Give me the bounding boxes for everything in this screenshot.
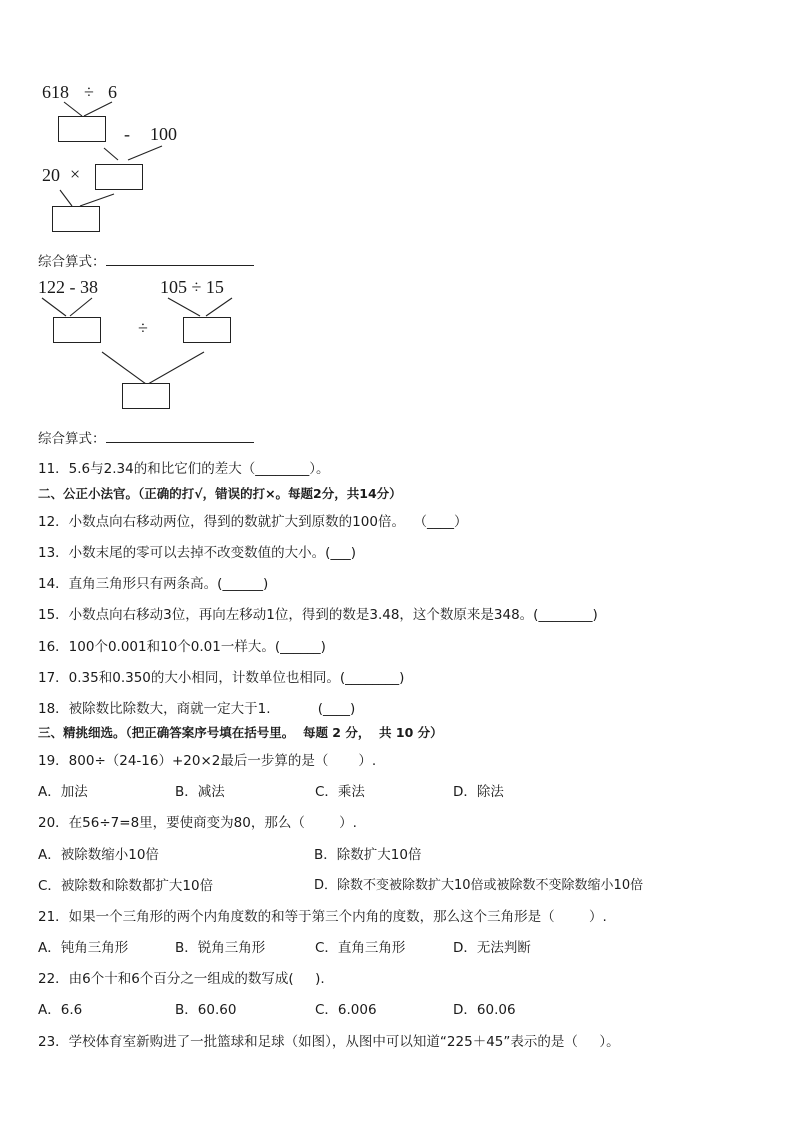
question-20: 20．在56÷7=8里，要使商变为80，那么（ ）. (38, 815, 357, 831)
formula-label: 综合算式： (38, 254, 106, 270)
question-23: 23．学校体育室新购进了一批篮球和足球（如图），从图中可以知道“225＋45”表示的是（ ）。 (38, 1034, 620, 1050)
formula-blank-1[interactable] (106, 253, 254, 266)
q20-option-c[interactable]: C．被除数和除数都扩大10倍 (38, 878, 214, 894)
q19-option-c[interactable]: C．乘法 (315, 784, 365, 800)
q21-option-a[interactable]: A．钝角三角形 (38, 940, 129, 956)
question-18: 18．被除数比除数大，商就一定大于1. (____) (38, 701, 356, 717)
question-12: 12．小数点向右移动两位，得到的数就扩大到原数的100倍。 （____） (38, 514, 468, 530)
q21-option-d[interactable]: D．无法判断 (453, 940, 531, 956)
number-6: 6 (108, 82, 117, 102)
minus-sign: - (124, 124, 130, 144)
section-2-heading: 二、公正小法官。（正确的打√，错误的打×。每题2分，共14分） (38, 486, 402, 501)
question-14: 14．直角三角形只有两条高。(______) (38, 576, 269, 592)
question-17: 17．0.35和0.350的大小相同，计数单位也相同。(________) (38, 670, 405, 686)
number-618: 618 (42, 82, 69, 102)
answer-box-6[interactable] (122, 383, 170, 409)
section-3-heading: 三、精挑细选。（把正确答案序号填在括号里。 每题 2 分， 共 10 分） (38, 725, 443, 740)
expr-105-div-15: 105 ÷ 15 (160, 277, 224, 297)
question-13: 13．小数末尾的零可以去掉不改变数值的大小。(___) (38, 545, 356, 561)
q21-option-c[interactable]: C．直角三角形 (315, 940, 406, 956)
q22-option-a[interactable]: A．6.6 (38, 1002, 83, 1018)
q20-option-a[interactable]: A．被除数缩小10倍 (38, 847, 159, 863)
q20-option-d[interactable]: D．除数不变被除数扩大10倍或被除数不变除数缩小10倍 (314, 878, 644, 893)
q22-option-c[interactable]: C．6.006 (315, 1002, 377, 1018)
q19-option-a[interactable]: A．加法 (38, 784, 88, 800)
divide-sign: ÷ (84, 82, 94, 102)
formula-line-2 (38, 427, 254, 447)
question-21: 21．如果一个三角形的两个内角度数的和等于第三个内角的度数，那么这个三角形是（ ）. (38, 909, 607, 925)
q21-option-b[interactable]: B．锐角三角形 (175, 940, 266, 956)
answer-box-5[interactable] (183, 317, 231, 343)
formula-line-1 (38, 250, 254, 270)
q19-option-d[interactable]: D．除法 (453, 784, 504, 800)
question-11: 11．5.6与2.34的和比它们的差大（________）。 (38, 461, 330, 477)
connector-lines-1 (0, 0, 794, 420)
q19-option-b[interactable]: B．减法 (175, 784, 225, 800)
q22-option-d[interactable]: D．60.06 (453, 1002, 516, 1018)
answer-box-4[interactable] (53, 317, 101, 343)
question-22: 22．由6个十和6个百分之一组成的数写成( ). (38, 971, 325, 987)
question-19: 19．800÷（24-16）+20×2最后一步算的是（ ）. (38, 753, 377, 769)
q20-option-b[interactable]: B．除数扩大10倍 (314, 847, 422, 863)
number-100: 100 (150, 124, 177, 144)
q22-option-b[interactable]: B．60.60 (175, 1002, 237, 1018)
formula-label: 综合算式： (38, 431, 106, 447)
question-16: 16．100个0.001和10个0.01一样大。(______) (38, 639, 326, 655)
divide-sign-2: ÷ (138, 318, 148, 338)
formula-blank-2[interactable] (106, 430, 254, 443)
number-20: 20 (42, 165, 60, 185)
multiply-sign: × (70, 164, 81, 184)
expr-122-minus-38: 122 - 38 (38, 277, 98, 297)
question-15: 15．小数点向右移动3位，再向左移动1位，得到的数是3.48，这个数原来是348。(________) (38, 607, 598, 623)
